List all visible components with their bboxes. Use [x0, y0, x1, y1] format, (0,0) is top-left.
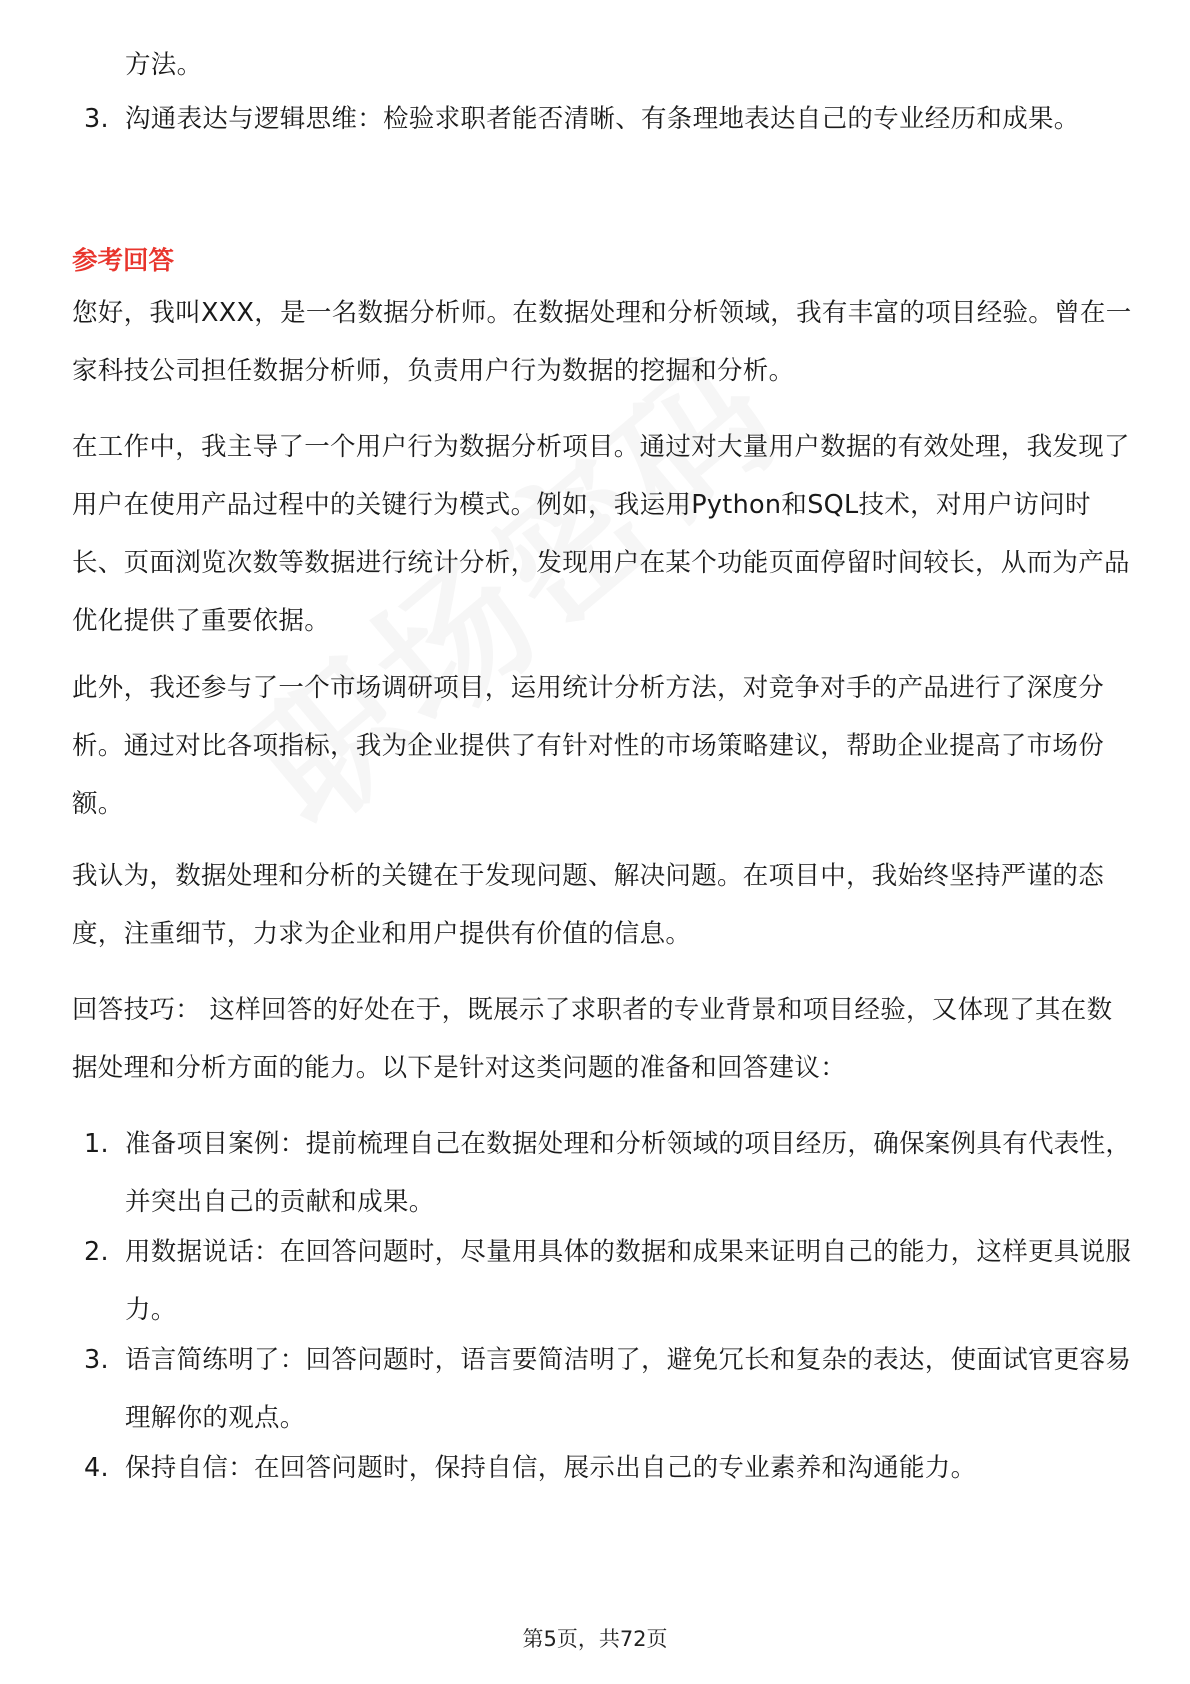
list-number: 2. [84, 1237, 109, 1267]
list-text: 沟通表达与逻辑思维：检验求职者能否清晰、有条理地表达自己的专业经历和成果。 [125, 104, 1080, 134]
page-footer: 第5页，共72页 [522, 1627, 668, 1651]
paragraph-intro: 您好，我叫XXX，是一名数据分析师。在数据处理和分析领域，我有丰富的项目经验。曾在一家科技公司担任数据分析师，负责用户行为数据的挖掘和分析。 [72, 298, 1132, 386]
list-text: 准备项目案例：提前梳理自己在数据处理和分析领域的项目经历，确保案例具有代表性，并突出自己的贡献和成果。 [125, 1129, 1132, 1217]
list-number: 1. [84, 1129, 109, 1159]
list-number: 3. [84, 1345, 109, 1375]
section-heading: 参考回答 [72, 246, 175, 276]
list-text: 保持自信：在回答问题时，保持自信，展示出自己的专业素养和沟通能力。 [125, 1453, 977, 1483]
continued-text: 方法。 [125, 50, 203, 80]
list-item [72, 1331, 1132, 1447]
list-item [72, 1439, 1132, 1497]
paragraph-insight: 我认为，数据处理和分析的关键在于发现问题、解决问题。在项目中，我始终坚持严谨的态度，注重细节，力求为企业和用户提供有价值的信息。 [72, 861, 1105, 949]
list-text: 用数据说话：在回答问题时，尽量用具体的数据和成果来证明自己的能力，这样更具说服力。 [125, 1237, 1132, 1325]
paragraph-project: 在工作中，我主导了一个用户行为数据分析项目。通过对大量用户数据的有效处理，我发现了用户在使用产品过程中的关键行为模式。例如，我运用Python和SQL技术，对用户访问时长、页面浏览次数等数据进行统计分析，发现用户在某个功能页面停留时间较长，从而为产品优化提供了重要依据。 [72, 432, 1130, 636]
list-item [72, 1223, 1132, 1339]
list-number: 4. [84, 1453, 109, 1483]
list-item [72, 90, 1132, 148]
list-text: 语言简练明了：回答问题时，语言要简洁明了，避免冗长和复杂的表达，使面试官更容易理解你的观点。 [125, 1345, 1132, 1433]
list-number: 3. [84, 104, 109, 134]
list-item [72, 1115, 1132, 1231]
paragraph-tips-intro: 回答技巧： 这样回答的好处在于，既展示了求职者的专业背景和项目经验，又体现了其在数据处理和分析方面的能力。以下是针对这类问题的准备和回答建议： [72, 995, 1113, 1083]
paragraph-market: 此外，我还参与了一个市场调研项目，运用统计分析方法，对竞争对手的产品进行了深度分析。通过对比各项指标，我为企业提供了有针对性的市场策略建议，帮助企业提高了市场份额。 [72, 673, 1105, 819]
